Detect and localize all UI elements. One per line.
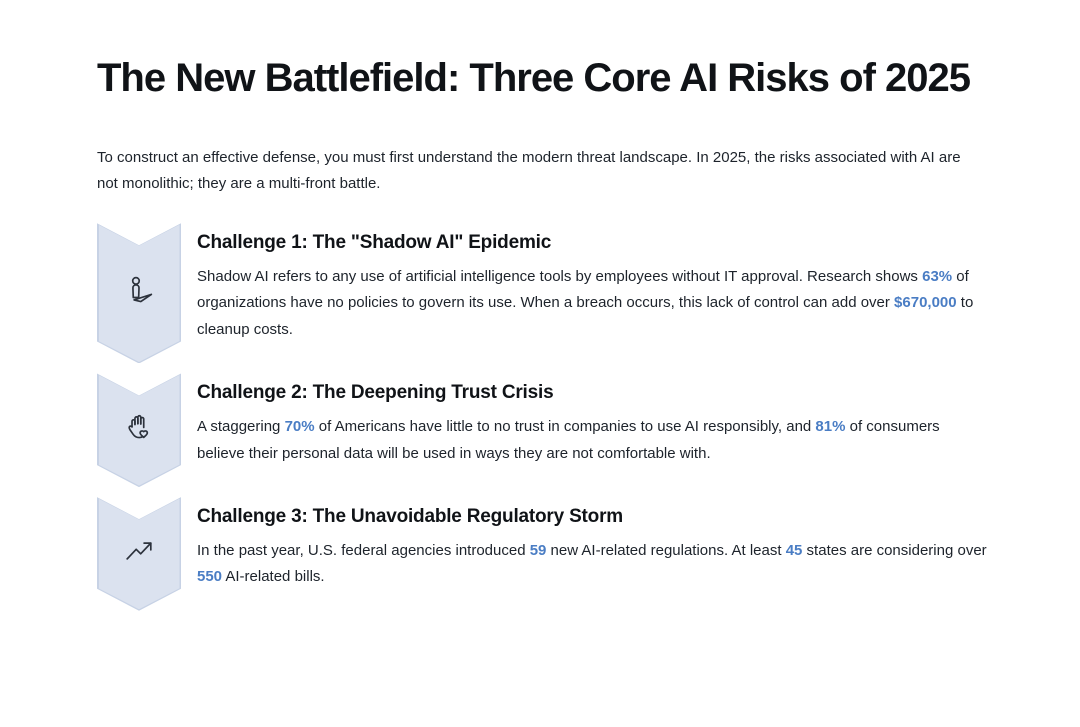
stat-highlight: 63% — [922, 267, 953, 285]
challenge-content-3 — [197, 497, 991, 611]
challenge-body-1 — [197, 264, 991, 344]
challenge-card-2 — [97, 373, 997, 487]
hand-heart-icon — [121, 410, 157, 451]
stat-highlight: 81% — [815, 418, 846, 436]
body-text: of Americans have little to no trust in companies to use AI responsibly, and — [314, 418, 816, 436]
body-text: to cleanup costs. — [197, 294, 974, 338]
body-text: new AI-related regulations. At least — [546, 541, 786, 559]
stat-highlight: $670,000 — [894, 294, 957, 312]
body-text: A staggering — [197, 418, 285, 436]
challenge-content-2 — [197, 373, 991, 487]
trending-up-icon — [121, 533, 157, 574]
body-text: states are considering over — [802, 541, 987, 559]
challenge-heading-2: Challenge 2: The Deepening Trust Crisis — [197, 382, 554, 404]
article-section — [97, 50, 997, 611]
stat-highlight: 59 — [529, 541, 547, 559]
challenge-body-3 — [197, 538, 991, 591]
body-text: In the past year, U.S. federal agencies introduced — [197, 541, 530, 559]
challenge-card-3 — [97, 497, 997, 611]
challenge-heading-3: Challenge 3: The Unavoidable Regulatory Storm — [197, 506, 623, 528]
stat-highlight: 70% — [284, 418, 315, 436]
body-text: of consumers believe their personal data will be used in ways they are not comfortable with. — [197, 418, 940, 462]
body-text: Shadow AI refers to any use of artificial intelligence tools by employees without IT approval. Research shows — [197, 267, 923, 285]
body-text: of organizations have no policies to govern its use. When a breach occurs, this lack of control can add over — [197, 267, 969, 312]
chevron-badge-2 — [97, 373, 181, 487]
intro-paragraph: To construct an effective defense, you must first understand the modern threat landscape. In 2025, the risks associated with AI are not monolithic; they are a multi-front battle. — [97, 148, 961, 193]
challenge-heading-1: Challenge 1: The "Shadow AI" Epidemic — [197, 232, 552, 254]
page-title: The New Battlefield: Three Core AI Risks of 2025 — [97, 56, 970, 100]
chevron-badge-3 — [97, 497, 181, 611]
body-text: AI-related bills. — [222, 568, 325, 586]
challenge-list — [97, 223, 997, 610]
shadow-person-icon — [121, 273, 157, 314]
challenge-content-1 — [197, 223, 991, 363]
stat-highlight: 45 — [785, 541, 803, 559]
stat-highlight: 550 — [197, 568, 223, 586]
chevron-badge-1 — [97, 223, 181, 363]
challenge-body-2 — [197, 414, 991, 467]
challenge-card-1 — [97, 223, 997, 363]
